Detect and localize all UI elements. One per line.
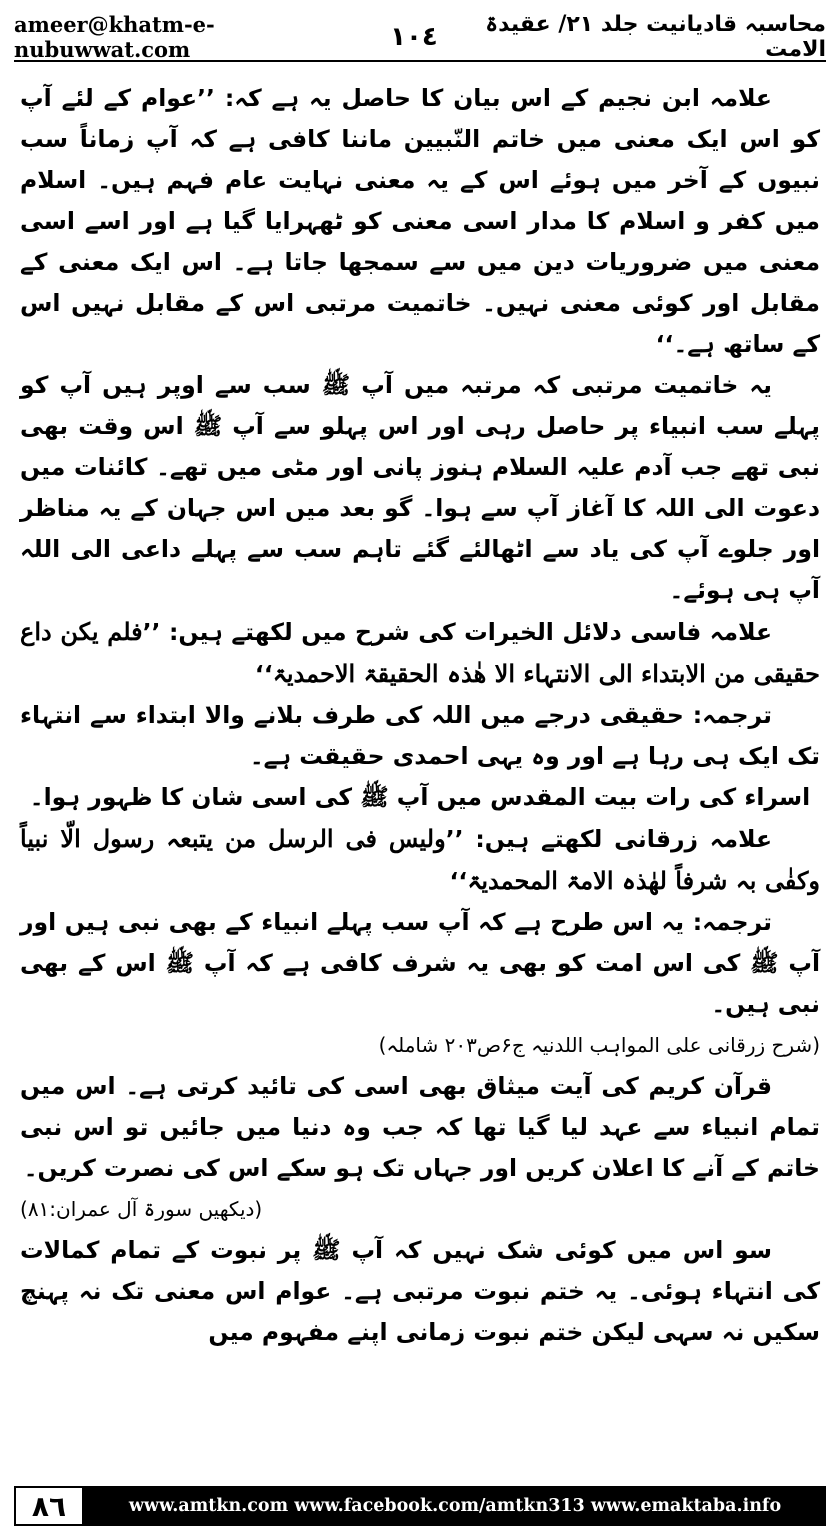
header-email: ameer@khatm-e-nubuwwat.com — [14, 12, 215, 62]
reference-al-imran: (دیکھیں سورۃ آل عمران:۸۱) — [20, 1197, 263, 1221]
page-header — [14, 14, 826, 62]
header-left — [14, 12, 438, 62]
paragraph-1: علامہ ابن نجیم کے اس بیان کا حاصل یہ ہے کہ: ’’عوام کے لئے آپ کو اس ایک معنی میں خاتم النّبیین ماننا کافی ہے کہ آپ زماناً سب نبیوں کے آخر میں ہوئے اس کے یہ معنی نہایت عام فہم ہیں۔ اسلام میں کفر و اسلام کا مدار اسی معنی کو ٹھہرایا گیا ہے اور اسے اسی معنی میں ضروریات دین میں سے سمجھا جاتا ہے۔ اس ایک معنی کے مقابل اور کوئی معنی نہیں۔ خاتمیت مرتبی اس کے مقابل نہیں اس کے ساتھ ہے۔‘‘ — [20, 84, 820, 358]
paragraph-2: یہ خاتمیت مرتبی کہ مرتبہ میں آپ ﷺ سب سے اوپر ہیں آپ کو پہلے سب انبیاء پر حاصل رہی اور اس پہلو سے آپ ﷺ اس وقت بھی نبی تھے جب آدم علیہ السلام ہنوز پانی اور مٹی میں تھے۔ کائنات میں دعوت الی اللہ کا آغاز آپ سے ہوا۔ گو بعد میں اس جہان کے یہ مناظر اور جلوے آپ کی یاد سے اٹھالئے گئے تاہم سب سے پہلے داعی الی اللہ آپ ہی ہوئے۔ — [20, 371, 820, 604]
paragraph-9: سو اس میں کوئی شک نہیں کہ آپ ﷺ پر نبوت کے تمام کمالات کی انتہاء ہوئی۔ یہ ختم نبوت مرتبی ہے۔ عوام اس معنی تک نہ پہنچ سکیں نہ سہی لیکن ختم نبوت زمانی اپنے مفہوم میں — [20, 1236, 820, 1346]
arabic-quote-fasi: فلم یکن داع حقیقی من الابتداء الی الانتہاء الا ھٰذہ الحقیقۃ الاحمدیۃ — [20, 617, 820, 688]
arabic-quote-zurqani: ولیس فی الرسل من یتبعہ رسول الّا نبیاً وکفٰی بہ شرفاً لھٰذہ الامۃ المحمدیۃ — [20, 824, 820, 895]
paragraph-6-intro: علامہ زرقانی لکھتے ہیں: ’’ — [445, 825, 773, 853]
paragraph-6 — [20, 818, 820, 902]
paragraph-7-translation: ترجمہ: یہ اس طرح ہے کہ آپ سب پہلے انبیاء کے بھی نبی ہیں اور آپ ﷺ کی اس امت کو بھی یہ شرف کافی ہے کہ آپ ﷺ اس کے بھی نبی ہیں۔ — [20, 908, 820, 1018]
reference-zurqani: (شرح زرقانی علی المواہب اللدنیہ ج۶ص۲۰۳ شاملہ) — [378, 1033, 820, 1057]
header-book-title: محاسبہ قادیانیت جلد ۲۱/ عقیدۃ الامت — [485, 12, 826, 62]
paragraph-3-intro: علامہ فاسی دلائل الخیرات کی شرح میں لکھتے ہیں: ’’ — [142, 618, 773, 646]
footer-page-number: ٨٦ — [14, 1486, 84, 1526]
header-page-number: ١٠٤ — [390, 22, 438, 52]
page-body — [20, 78, 820, 1470]
paragraph-5: اسراء کی رات بیت المقدس میں آپ ﷺ کی اسی شان کا ظہور ہوا۔ — [29, 783, 811, 811]
page-footer — [14, 1486, 826, 1526]
paragraph-8: قرآن کریم کی آیت میثاق بھی اسی کی تائید کرتی ہے۔ اس میں تمام انبیاء سے عہد لیا گیا تھا کہ جب وہ دنیا میں جائیں تو اس نبی خاتم کے آنے کا اعلان کریں اور جہاں تک ہو سکے اس کی نصرت کریں۔ — [20, 1072, 820, 1182]
paragraph-4-translation: ترجمہ: حقیقی درجے میں اللہ کی طرف بلانے والا ابتداء سے انتہاء تک ایک ہی رہا ہے اور وہ یہی احمدی حقیقت ہے۔ — [20, 701, 820, 770]
paragraph-6-close: ‘‘ — [449, 867, 468, 895]
paragraph-3 — [20, 611, 820, 695]
paragraph-3-close: ‘‘ — [254, 660, 273, 688]
footer-links: www.amtkn.com www.facebook.com/amtkn313 www.emaktaba.info — [128, 1496, 782, 1516]
